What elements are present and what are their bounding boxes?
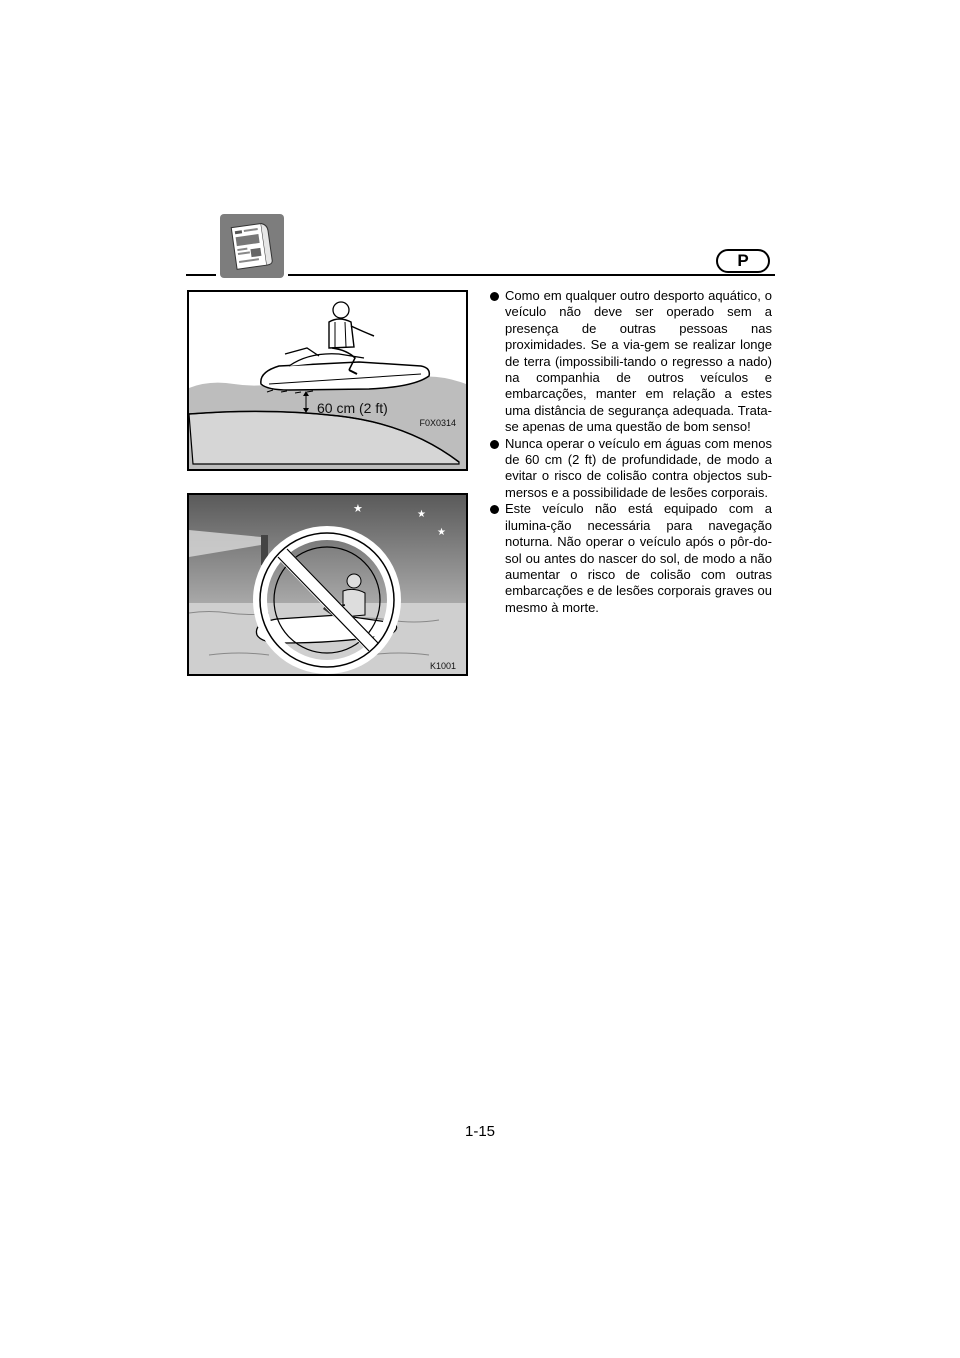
figure-code: K1001	[429, 661, 456, 671]
bullet-dot-icon	[490, 292, 499, 301]
page-number: 1-15	[464, 1123, 496, 1140]
svg-text:★: ★	[353, 502, 363, 515]
header-rule-right	[288, 274, 775, 276]
bullet-item	[490, 436, 772, 502]
bullet-dot-icon	[490, 505, 499, 514]
language-badge: P	[716, 249, 770, 273]
night-prohibition-illustration	[189, 495, 466, 674]
bullet-text: Nunca operar o veículo em águas com menos de 60 cm (2 ft) de profundidade, de modo a evitar o risco de colisão contra objectos sub-mersos e a possibilidade de lesões corporais.	[505, 435, 772, 500]
bullet-dot-icon	[490, 440, 499, 449]
figure-shallow-water	[187, 290, 468, 471]
bullet-item	[490, 501, 772, 616]
bullet-item	[490, 288, 772, 436]
svg-text:★: ★	[437, 527, 446, 538]
manual-book-icon	[220, 214, 284, 278]
svg-text:★: ★	[417, 509, 426, 520]
header-rule-left	[186, 274, 216, 276]
figure-no-night-operation	[187, 493, 468, 676]
shallow-water-illustration	[189, 292, 466, 469]
figure-code: F0X0314	[419, 418, 456, 428]
bullet-text: Como em qualquer outro desporto aquático, o veículo não deve ser operado sem a presença de outras pessoas nas proximidades. Se a via-gem se realizar longe de terra (impossibili-tando o regresso a nado) na companhia de outros veículos e embarcações, manter em relação a estes uma distância de segurança adequada. Trata-se apenas de uma questão de bom senso!	[505, 288, 772, 435]
bullet-text: Este veículo não está equipado com a ilumina-ção necessária para navegação noturna. Não operar o veículo após o pôr-do-sol ou antes do nascer do sol, de modo a não aumentar o risco de colisão com outras embarcações e de lesões corporais graves ou mesmo à morte.	[505, 501, 772, 615]
depth-label: 60 cm (2 ft)	[317, 400, 388, 416]
safety-bullet-list	[490, 288, 772, 616]
